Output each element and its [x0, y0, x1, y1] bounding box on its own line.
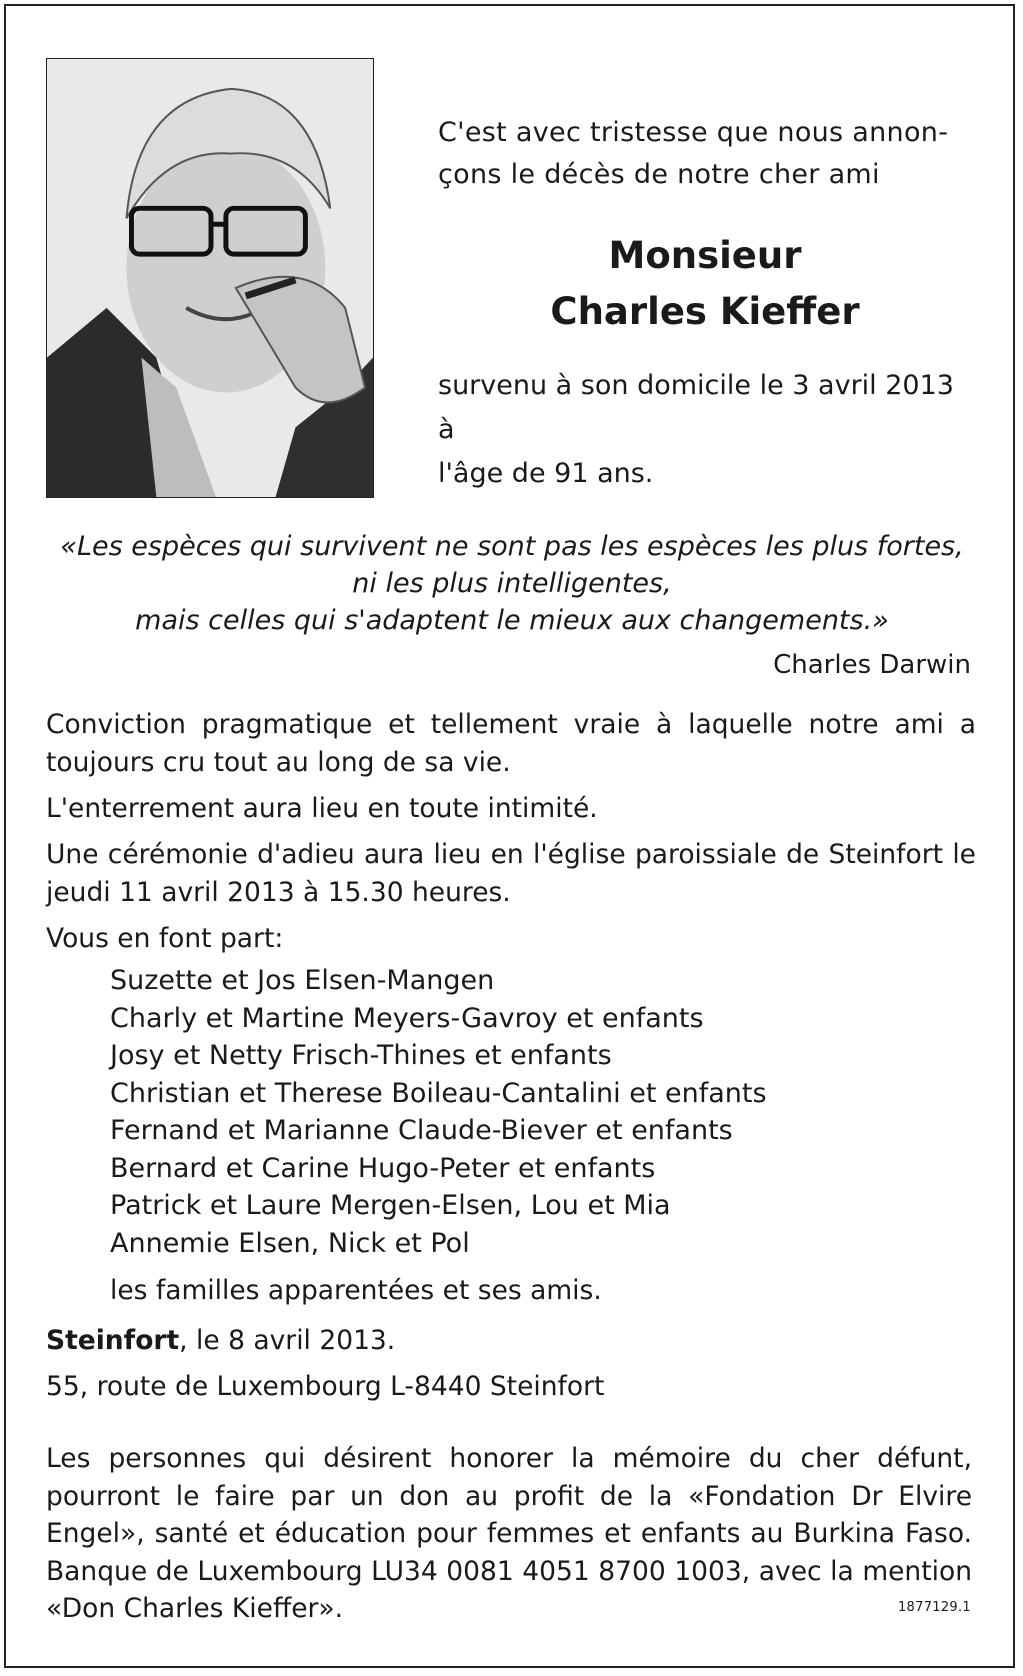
notice-body: [46, 706, 976, 1414]
family-member: Josy et Netty Frisch-Thines et enfants: [110, 1040, 612, 1071]
deceased-name: Charles Kieffer: [550, 290, 860, 333]
address: 55, route de Luxembourg L-8440 Steinfort: [46, 1371, 605, 1402]
passing-line: survenu à son domicile le 3 avril 2013 à: [438, 370, 954, 445]
family-member: Annemie Elsen, Nick et Pol: [110, 1227, 470, 1259]
passing-text: [438, 364, 978, 496]
reference-number: 1877129.1: [897, 1600, 971, 1615]
intro-line: çons le décès de notre cher ami: [438, 159, 880, 190]
family-heading: Vous en font part:: [46, 923, 284, 954]
deceased-heading: [500, 228, 910, 340]
quote-author: Charles Darwin: [773, 650, 971, 680]
notice-date: , le 8 avril 2013.: [179, 1325, 396, 1356]
ceremony-paragraph: Une cérémonie d'adieu aura lieu en l'église paroissiale de Steinfort le jeudi 11 avril 2013 à 15.30 heures.: [46, 839, 976, 908]
intro-text: [438, 112, 978, 196]
intro-line: C'est avec tristesse que nous annon-: [438, 117, 949, 148]
quote-line: «Les espèces qui survivent ne sont pas les espèces les plus fortes,: [60, 531, 964, 562]
place-date: [46, 1322, 976, 1360]
family-member: Bernard et Carine Hugo-Peter et enfants: [110, 1152, 656, 1184]
family-closing: les familles apparentées et ses amis.: [110, 1275, 602, 1306]
family-member: Christian et Therese Boileau-Cantalini et enfants: [110, 1077, 767, 1109]
passing-line: l'âge de 91 ans.: [438, 458, 654, 489]
family-member: Fernand et Marianne Claude-Biever et enfants: [110, 1115, 733, 1146]
burial-paragraph: L'enterrement aura lieu en toute intimité.: [46, 793, 598, 824]
conviction-paragraph: Conviction pragmatique et tellement vraie à laquelle notre ami a toujours cru tout au long de sa vie.: [46, 709, 976, 778]
place-name: Steinfort: [46, 1325, 180, 1356]
quote: [40, 528, 984, 639]
family-member: Suzette et Jos Elsen-Mangen: [110, 965, 495, 996]
quote-line: ni les plus intelligentes,: [352, 568, 672, 599]
family-list: [110, 962, 976, 1262]
honorific: Monsieur: [608, 234, 802, 277]
donation-paragraph: Les personnes qui désirent honorer la mémoire du cher défunt, pourront le faire par un don au profit de la «Fondation Dr Elvire Engel», santé et éducation pour femmes et enfants au Burkina Faso. Banque de Luxembourg LU34 0081 4051 8700 1003, avec la mention «Don Charles Kieffer».: [46, 1443, 972, 1624]
portrait-photo: [46, 58, 374, 498]
family-member: Charly et Martine Meyers-Gavroy et enfants: [110, 1002, 704, 1034]
family-member: Patrick et Laure Mergen-Elsen, Lou et Mia: [110, 1190, 671, 1221]
quote-line: mais celles qui s'adaptent le mieux aux changements.»: [135, 605, 889, 636]
